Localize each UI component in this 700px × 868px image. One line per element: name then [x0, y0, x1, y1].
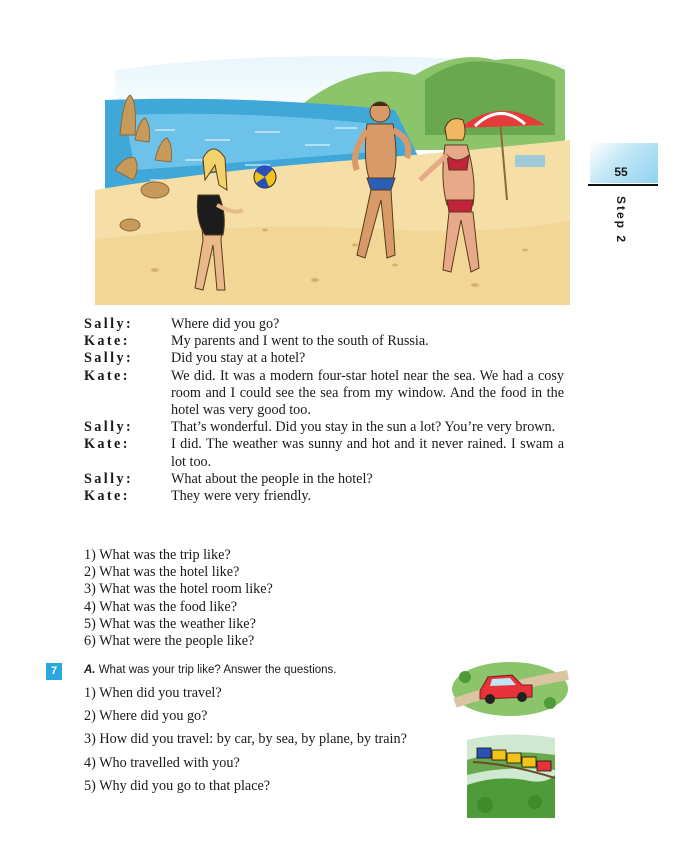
page-tab-rule	[588, 184, 658, 186]
exercise-question-item: 1) When did you travel?	[84, 685, 222, 701]
speech: That’s wonderful. Did you stay in the sun a lot? You’re very brown.	[171, 419, 556, 436]
exercise-questions	[84, 685, 414, 799]
exercise-question-item: 2) Where did you go?	[84, 708, 208, 725]
car-illustration	[450, 655, 570, 717]
dialogue-line	[84, 471, 564, 488]
speech: I did. The weather was sunny and hot and it never rained. I swam a lot too.	[171, 436, 564, 470]
dialogue-line	[84, 436, 564, 470]
exercise-question-item: 3) How did you travel: by car, by sea, by plane, by train?	[84, 731, 407, 748]
speaker: Kate:	[84, 333, 130, 350]
speaker: Kate:	[84, 367, 130, 384]
question-item: 4) What was the food like?	[84, 598, 237, 615]
speech: My parents and I went to the south of Russia.	[171, 333, 429, 350]
exercise-part-label: A.	[84, 664, 96, 676]
speech: What about the people in the hotel?	[171, 470, 373, 487]
exercise-number-badge: 7	[46, 663, 62, 680]
speaker: Sally:	[84, 350, 134, 367]
speaker: Sally:	[84, 316, 134, 332]
question-item: 6) What were the people like?	[84, 633, 255, 650]
beach-illustration	[95, 40, 570, 305]
dialogue-line	[84, 333, 564, 350]
speaker: Kate:	[84, 436, 130, 453]
exercise-question-item: 4) Who travelled with you?	[84, 754, 240, 771]
comprehension-questions	[84, 547, 273, 650]
exercise-instruction	[84, 664, 336, 676]
speech: We did. It was a modern four-star hotel near the sea. We had a cosy room and I could see the sea from my window. And the food in the hotel was very good too.	[171, 367, 564, 419]
dialogue-line	[84, 488, 564, 505]
question-item: 5) What was the weather like?	[84, 615, 256, 632]
speech: They were very friendly.	[171, 488, 312, 505]
speech: Where did you go?	[171, 316, 280, 332]
page-number: 55	[614, 165, 628, 179]
dialogue-line	[84, 316, 564, 333]
speaker: Sally:	[84, 419, 134, 436]
exercise-question-item: 5) Why did you go to that place?	[84, 777, 271, 794]
speaker: Sally:	[84, 470, 134, 487]
section-label: Step 2	[614, 196, 628, 245]
dialogue	[84, 316, 564, 505]
speaker: Kate:	[84, 488, 130, 505]
question-item: 2) What was the hotel like?	[84, 564, 240, 581]
question-item: 3) What was the hotel room like?	[84, 581, 273, 598]
dialogue-line	[84, 368, 564, 420]
dialogue-line	[84, 350, 564, 367]
dialogue-line	[84, 419, 564, 436]
exercise-instruction-text: What was your trip like? Answer the questions.	[98, 664, 337, 676]
beach-ball	[254, 165, 276, 188]
question-item: 1) What was the trip like?	[84, 547, 231, 563]
train-illustration	[465, 730, 557, 820]
speech: Did you stay at a hotel?	[171, 350, 306, 367]
